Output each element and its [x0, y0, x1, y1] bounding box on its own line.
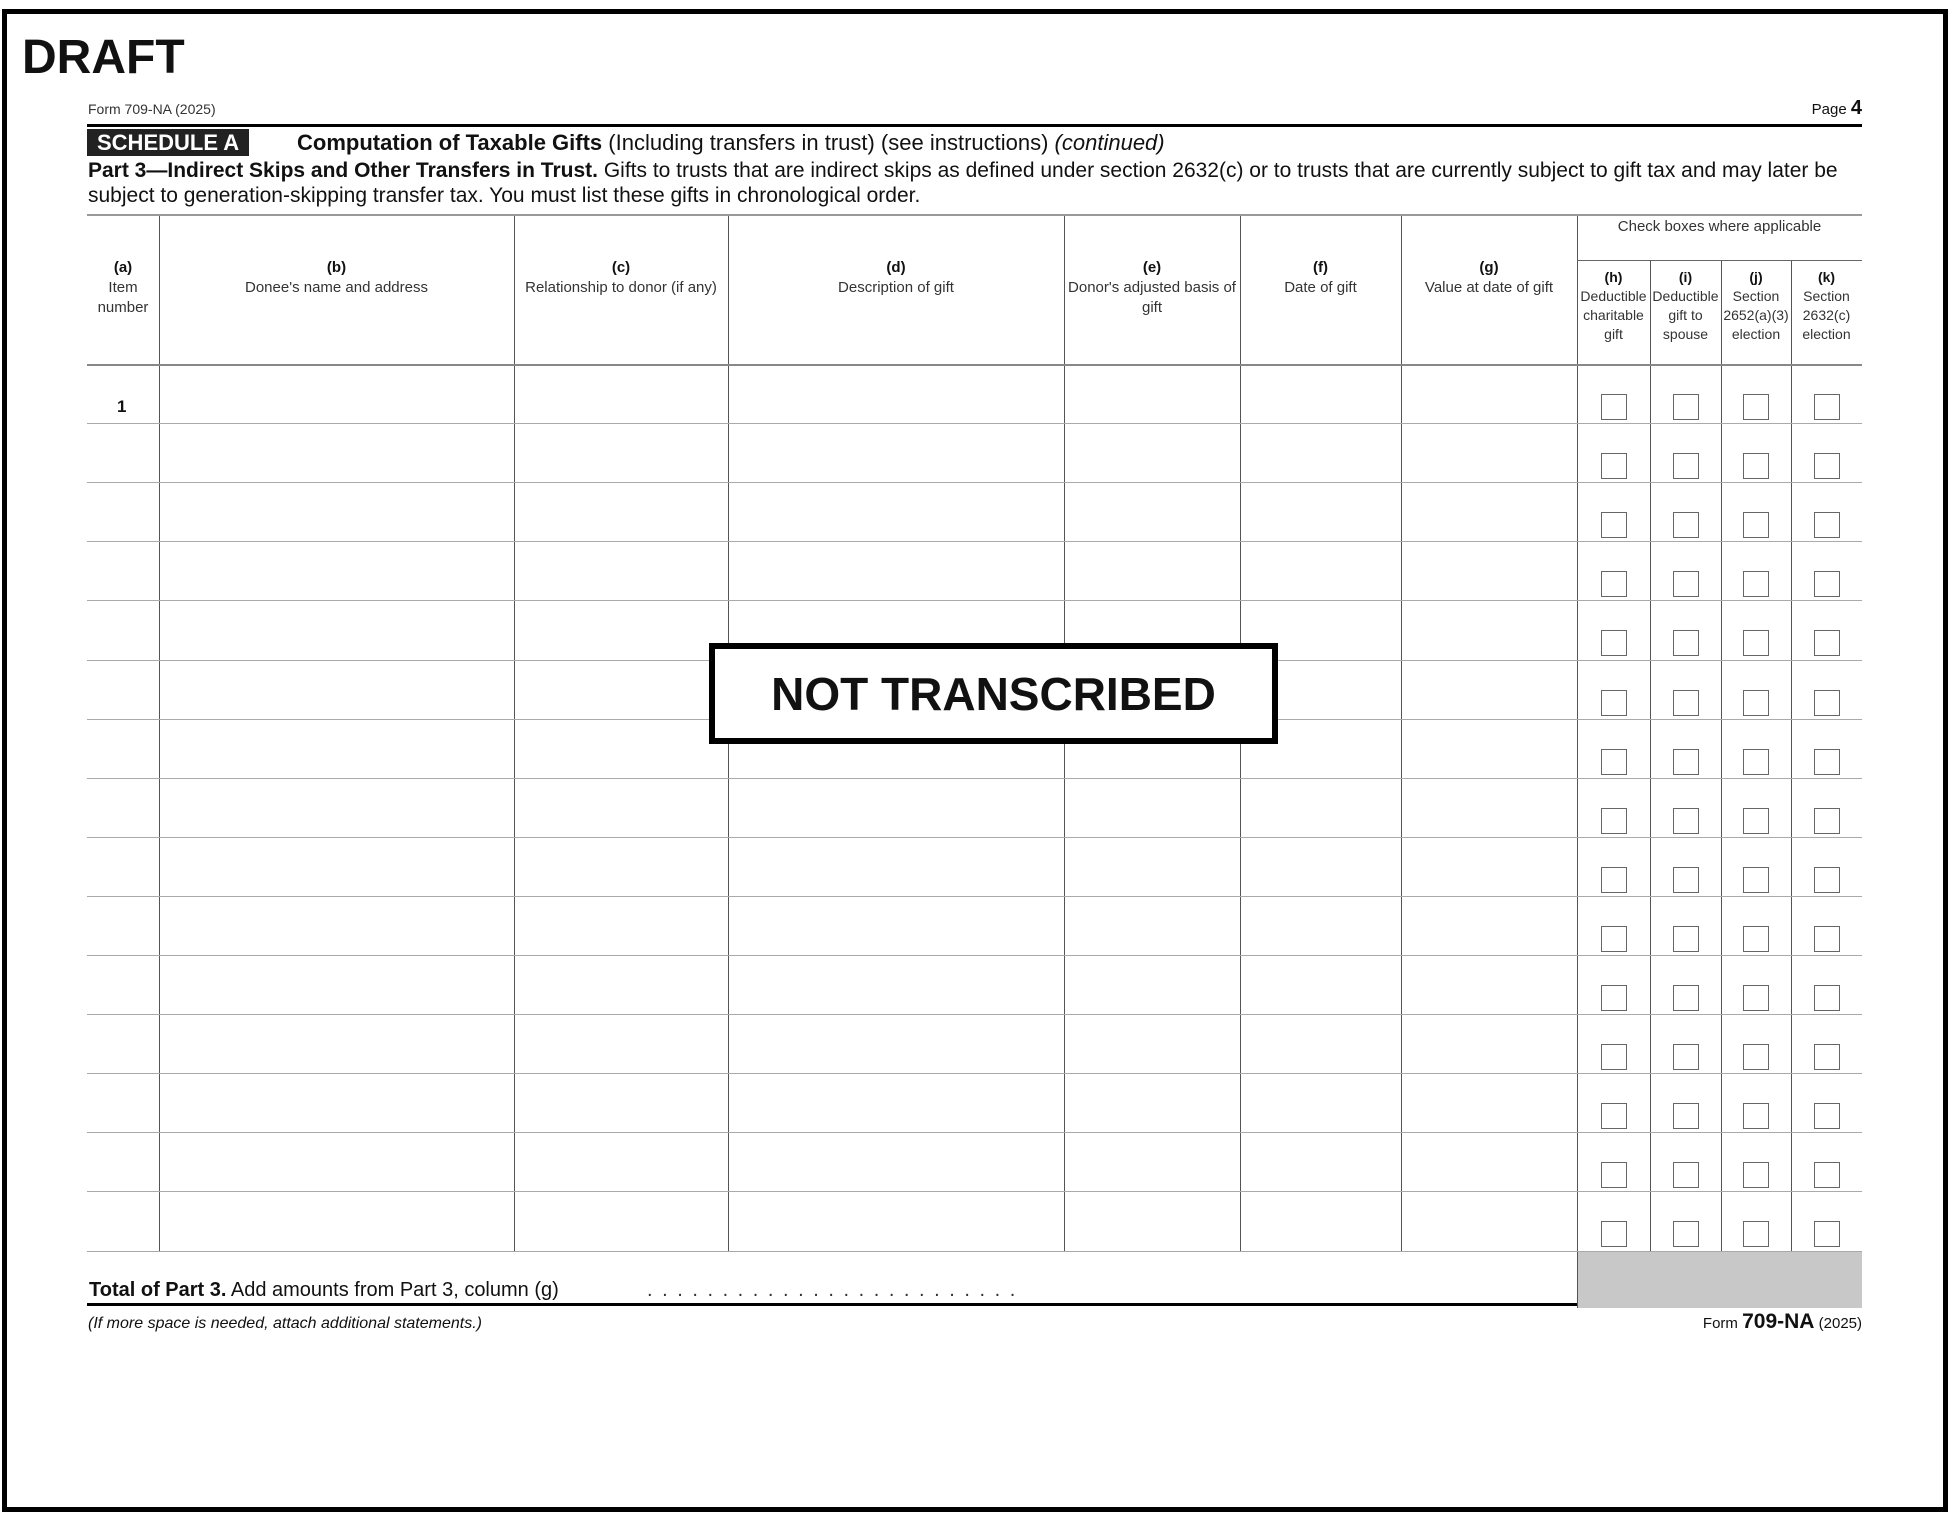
- checkbox-k-row-1[interactable]: [1814, 394, 1840, 420]
- row-13-cell-b[interactable]: [161, 1075, 512, 1130]
- row-5-cell-c[interactable]: [516, 602, 726, 657]
- row-9-cell-c[interactable]: [516, 839, 726, 894]
- row-15-cell-d[interactable]: [730, 1193, 1062, 1248]
- row-12-cell-d[interactable]: [730, 1016, 1062, 1071]
- checkbox-h-row-7[interactable]: [1601, 749, 1627, 775]
- checkbox-j-row-12[interactable]: [1743, 1044, 1769, 1070]
- row-10-cell-c[interactable]: [516, 898, 726, 953]
- row-4-cell-c[interactable]: [516, 543, 726, 598]
- row-13-cell-d[interactable]: [730, 1075, 1062, 1130]
- row-8-cell-f[interactable]: [1242, 780, 1399, 835]
- column-label: Item number: [97, 279, 149, 316]
- checkbox-h-row-6[interactable]: [1601, 690, 1627, 716]
- column-key: (d): [886, 259, 906, 276]
- checkbox-i-row-15[interactable]: [1673, 1221, 1699, 1247]
- checkbox-k-row-15[interactable]: [1814, 1221, 1840, 1247]
- checkbox-j-row-3[interactable]: [1743, 512, 1769, 538]
- checkbox-k-row-3[interactable]: [1814, 512, 1840, 538]
- checkbox-h-row-3[interactable]: [1601, 512, 1627, 538]
- row-3-cell-g[interactable]: [1403, 484, 1575, 539]
- row-1-cell-b[interactable]: [161, 366, 512, 421]
- row-12-cell-b[interactable]: [161, 1016, 512, 1071]
- column-divider: [514, 216, 515, 1251]
- row-10-cell-e[interactable]: [1066, 898, 1238, 953]
- checkbox-j-row-1[interactable]: [1743, 394, 1769, 420]
- checkbox-i-row-8[interactable]: [1673, 808, 1699, 834]
- row-15-cell-g[interactable]: [1403, 1193, 1575, 1248]
- row-1-cell-e[interactable]: [1066, 366, 1238, 421]
- row-4-cell-d[interactable]: [730, 543, 1062, 598]
- checkbox-j-row-10[interactable]: [1743, 926, 1769, 952]
- checkbox-h-row-5[interactable]: [1601, 630, 1627, 656]
- row-line: [87, 1132, 1862, 1133]
- row-11-cell-e[interactable]: [1066, 957, 1238, 1012]
- column-header: [1064, 258, 1240, 318]
- row-6-cell-c[interactable]: [516, 662, 726, 717]
- row-12-cell-e[interactable]: [1066, 1016, 1238, 1071]
- column-divider: [1401, 216, 1402, 1251]
- schedule-title: [297, 130, 1165, 156]
- checkbox-i-row-14[interactable]: [1673, 1162, 1699, 1188]
- column-header: [1240, 258, 1401, 298]
- total-label-bold: Total of Part 3.: [89, 1278, 227, 1301]
- row-line: [87, 541, 1862, 542]
- form-id: Form 709-NA (2025): [88, 101, 216, 117]
- row-7-cell-b[interactable]: [161, 721, 512, 776]
- column-key: (f): [1313, 259, 1328, 276]
- schedule-subtitle: (Including transfers in trust) (see instructions): [602, 130, 1055, 155]
- checkbox-k-row-4[interactable]: [1814, 571, 1840, 597]
- row-9-cell-f[interactable]: [1242, 839, 1399, 894]
- row-4-cell-e[interactable]: [1066, 543, 1238, 598]
- column-divider: [1577, 216, 1578, 1308]
- row-14-cell-g[interactable]: [1403, 1134, 1575, 1189]
- row-15-cell-e[interactable]: [1066, 1193, 1238, 1248]
- checkbox-k-row-11[interactable]: [1814, 985, 1840, 1011]
- checkbox-i-row-1[interactable]: [1673, 394, 1699, 420]
- checkbox-i-row-2[interactable]: [1673, 453, 1699, 479]
- row-7-cell-g[interactable]: [1403, 721, 1575, 776]
- checkbox-k-row-14[interactable]: [1814, 1162, 1840, 1188]
- checkbox-h-row-14[interactable]: [1601, 1162, 1627, 1188]
- row-14-cell-f[interactable]: [1242, 1134, 1399, 1189]
- row-6-cell-b[interactable]: [161, 662, 512, 717]
- row-2-cell-f[interactable]: [1242, 425, 1399, 480]
- column-label: Section 2632(c) election: [1802, 288, 1851, 342]
- row-9-cell-e[interactable]: [1066, 839, 1238, 894]
- column-key: (j): [1749, 269, 1763, 285]
- row-12-cell-g[interactable]: [1403, 1016, 1575, 1071]
- checkbox-k-row-6[interactable]: [1814, 690, 1840, 716]
- row-13-cell-g[interactable]: [1403, 1075, 1575, 1130]
- total-shaded-area: [1577, 1251, 1862, 1309]
- column-key: (h): [1604, 269, 1623, 285]
- checkbox-h-row-11[interactable]: [1601, 985, 1627, 1011]
- row-5-cell-g[interactable]: [1403, 602, 1575, 657]
- checkbox-i-row-12[interactable]: [1673, 1044, 1699, 1070]
- page-label: Page: [1811, 101, 1847, 118]
- row-4-cell-b[interactable]: [161, 543, 512, 598]
- column-header: [514, 258, 728, 298]
- total-dots: . . . . . . . . . . . . . . . . . . . . . . . . .: [647, 1278, 1018, 1301]
- checkbox-k-row-7[interactable]: [1814, 749, 1840, 775]
- checkbox-k-row-9[interactable]: [1814, 867, 1840, 893]
- checkbox-j-row-5[interactable]: [1743, 630, 1769, 656]
- checkbox-h-row-15[interactable]: [1601, 1221, 1627, 1247]
- checkbox-j-row-9[interactable]: [1743, 867, 1769, 893]
- checkbox-h-row-13[interactable]: [1601, 1103, 1627, 1129]
- checkbox-h-row-1[interactable]: [1601, 394, 1627, 420]
- draft-watermark: DRAFT: [22, 31, 185, 84]
- column-key: (i): [1678, 269, 1693, 285]
- row-7-cell-c[interactable]: [516, 721, 726, 776]
- checkbox-k-row-2[interactable]: [1814, 453, 1840, 479]
- row-9-cell-g[interactable]: [1403, 839, 1575, 894]
- row-14-cell-b[interactable]: [161, 1134, 512, 1189]
- row-12-cell-f[interactable]: [1242, 1016, 1399, 1071]
- footer-note: (If more space is needed, attach additional statements.): [88, 1315, 482, 1332]
- row-14-cell-c[interactable]: [516, 1134, 726, 1189]
- row-3-cell-d[interactable]: [730, 484, 1062, 539]
- checkbox-j-row-7[interactable]: [1743, 749, 1769, 775]
- row-13-cell-e[interactable]: [1066, 1075, 1238, 1130]
- row-2-cell-d[interactable]: [730, 425, 1062, 480]
- checkbox-k-row-10[interactable]: [1814, 926, 1840, 952]
- row-11-cell-g[interactable]: [1403, 957, 1575, 1012]
- checkbox-j-row-4[interactable]: [1743, 571, 1769, 597]
- row-14-cell-d[interactable]: [730, 1134, 1062, 1189]
- checkbox-j-row-13[interactable]: [1743, 1103, 1769, 1129]
- row-line: [87, 837, 1862, 838]
- row-5-cell-b[interactable]: [161, 602, 512, 657]
- row-line: [87, 600, 1862, 601]
- checkbox-j-row-11[interactable]: [1743, 985, 1769, 1011]
- row-2-cell-e[interactable]: [1066, 425, 1238, 480]
- row-2-cell-b[interactable]: [161, 425, 512, 480]
- column-header: [1721, 268, 1791, 344]
- row-4-cell-f[interactable]: [1242, 543, 1399, 598]
- schedule-title-bold: Computation of Taxable Gifts: [297, 130, 603, 155]
- column-label: Donor's adjusted basis of gift: [1068, 279, 1236, 316]
- column-key: (c): [611, 259, 631, 276]
- row-10-cell-d[interactable]: [730, 898, 1062, 953]
- row-3-cell-c[interactable]: [516, 484, 726, 539]
- column-key: (b): [326, 259, 347, 276]
- column-header: [1577, 268, 1650, 344]
- column-key: (a): [113, 259, 133, 276]
- row-1-cell-g[interactable]: [1403, 366, 1575, 421]
- row-6-cell-g[interactable]: [1403, 662, 1575, 717]
- column-header: [1791, 268, 1862, 344]
- row-11-cell-b[interactable]: [161, 957, 512, 1012]
- footer-prefix: Form: [1702, 1315, 1743, 1332]
- row-2-cell-c[interactable]: [516, 425, 726, 480]
- row-14-cell-e[interactable]: [1066, 1134, 1238, 1189]
- item-number: 1: [117, 397, 127, 416]
- column-header: [728, 258, 1064, 298]
- row-11-cell-d[interactable]: [730, 957, 1062, 1012]
- total-row-label: [89, 1279, 559, 1302]
- row-2-cell-g[interactable]: [1403, 425, 1575, 480]
- row-line: [87, 482, 1862, 483]
- part-3-description: [88, 158, 1863, 208]
- column-label: Description of gift: [838, 279, 954, 296]
- row-line: [87, 1014, 1862, 1015]
- column-label: Section 2652(a)(3) election: [1723, 288, 1789, 342]
- schedule-continued: (continued): [1054, 130, 1165, 155]
- row-15-cell-b[interactable]: [161, 1193, 512, 1248]
- checkbox-h-row-2[interactable]: [1601, 453, 1627, 479]
- checkbox-i-row-6[interactable]: [1673, 690, 1699, 716]
- checkbox-h-row-10[interactable]: [1601, 926, 1627, 952]
- checkbox-i-row-7[interactable]: [1673, 749, 1699, 775]
- row-line: [87, 955, 1862, 956]
- column-divider: [1721, 260, 1722, 1251]
- row-1-cell-c[interactable]: [516, 366, 726, 421]
- column-key: (k): [1817, 269, 1836, 285]
- row-10-cell-f[interactable]: [1242, 898, 1399, 953]
- checkbox-j-row-8[interactable]: [1743, 808, 1769, 834]
- checkbox-k-row-12[interactable]: [1814, 1044, 1840, 1070]
- checkbox-k-row-5[interactable]: [1814, 630, 1840, 656]
- row-4-cell-g[interactable]: [1403, 543, 1575, 598]
- row-8-cell-c[interactable]: [516, 780, 726, 835]
- schedule-label: SCHEDULE A: [87, 129, 249, 156]
- row-10-cell-g[interactable]: [1403, 898, 1575, 953]
- column-header: [159, 258, 514, 298]
- checkbox-j-row-6[interactable]: [1743, 690, 1769, 716]
- row-9-cell-d[interactable]: [730, 839, 1062, 894]
- row-line: [87, 896, 1862, 897]
- row-line: [87, 423, 1862, 424]
- column-divider: [1650, 260, 1651, 1251]
- checkbox-j-row-2[interactable]: [1743, 453, 1769, 479]
- column-label: Donee's name and address: [245, 279, 428, 296]
- row-line: [87, 1191, 1862, 1192]
- checkbox-j-row-14[interactable]: [1743, 1162, 1769, 1188]
- column-divider: [159, 216, 160, 1251]
- checkbox-group-divider: [1577, 260, 1862, 261]
- row-3-cell-e[interactable]: [1066, 484, 1238, 539]
- row-12-cell-c[interactable]: [516, 1016, 726, 1071]
- footer-form: [1703, 1310, 1862, 1334]
- checkbox-i-row-3[interactable]: [1673, 512, 1699, 538]
- checkbox-i-row-10[interactable]: [1673, 926, 1699, 952]
- page-num: 4: [1850, 97, 1862, 119]
- schedule-header: [87, 124, 1862, 154]
- checkbox-k-row-13[interactable]: [1814, 1103, 1840, 1129]
- checkbox-i-row-9[interactable]: [1673, 867, 1699, 893]
- row-11-cell-c[interactable]: [516, 957, 726, 1012]
- row-8-cell-g[interactable]: [1403, 780, 1575, 835]
- column-divider: [1791, 260, 1792, 1251]
- row-3-cell-f[interactable]: [1242, 484, 1399, 539]
- page-number: [1812, 97, 1862, 120]
- row-13-cell-f[interactable]: [1242, 1075, 1399, 1130]
- row-8-cell-d[interactable]: [730, 780, 1062, 835]
- checkbox-group-label: Check boxes where applicable: [1617, 218, 1822, 235]
- column-label: Deductible charitable gift: [1580, 288, 1647, 342]
- part-text: Gifts to trusts that are indirect skips as defined under section 2632(c) or to trusts that are currently subject to gift tax and may later be subject to generation-skipping transfer tax. You must list these gifts in chronological order.: [88, 159, 1838, 207]
- not-transcribed-overlay: NOT TRANSCRIBED: [709, 643, 1278, 744]
- row-1-cell-d[interactable]: [730, 366, 1062, 421]
- column-key: (g): [1479, 259, 1499, 276]
- column-label: Deductible gift to spouse: [1652, 288, 1719, 342]
- gifts-table: [87, 214, 1862, 1306]
- column-key: (e): [1142, 259, 1162, 276]
- row-13-cell-c[interactable]: [516, 1075, 726, 1130]
- checkbox-h-row-9[interactable]: [1601, 867, 1627, 893]
- checkbox-h-row-4[interactable]: [1601, 571, 1627, 597]
- column-label: Date of gift: [1284, 279, 1357, 296]
- row-3-cell-b[interactable]: [161, 484, 512, 539]
- checkbox-h-row-8[interactable]: [1601, 808, 1627, 834]
- part-title: Part 3—Indirect Skips and Other Transfers in Trust.: [88, 159, 598, 182]
- row-9-cell-b[interactable]: [161, 839, 512, 894]
- column-header: [1401, 258, 1577, 298]
- checkbox-k-row-8[interactable]: [1814, 808, 1840, 834]
- column-header: [87, 258, 159, 318]
- row-line: [87, 1251, 1862, 1252]
- row-8-cell-b[interactable]: [161, 780, 512, 835]
- row-8-cell-e[interactable]: [1066, 780, 1238, 835]
- column-header: [1650, 268, 1721, 344]
- footer-year: (2025): [1814, 1315, 1862, 1332]
- checkbox-i-row-4[interactable]: [1673, 571, 1699, 597]
- row-15-cell-c[interactable]: [516, 1193, 726, 1248]
- footer-form-number: 709-NA: [1742, 1310, 1815, 1333]
- row-11-cell-f[interactable]: [1242, 957, 1399, 1012]
- row-line: [87, 1073, 1862, 1074]
- checkbox-j-row-15[interactable]: [1743, 1221, 1769, 1247]
- row-10-cell-b[interactable]: [161, 898, 512, 953]
- checkbox-i-row-13[interactable]: [1673, 1103, 1699, 1129]
- column-label: Value at date of gift: [1424, 279, 1554, 296]
- row-1-cell-f[interactable]: [1242, 366, 1399, 421]
- checkbox-h-row-12[interactable]: [1601, 1044, 1627, 1070]
- row-line: [87, 778, 1862, 779]
- column-label: Relationship to donor (if any): [525, 279, 717, 296]
- row-15-cell-f[interactable]: [1242, 1193, 1399, 1248]
- total-text: Add amounts from Part 3, column (g): [226, 1278, 559, 1301]
- checkbox-i-row-11[interactable]: [1673, 985, 1699, 1011]
- checkbox-i-row-5[interactable]: [1673, 630, 1699, 656]
